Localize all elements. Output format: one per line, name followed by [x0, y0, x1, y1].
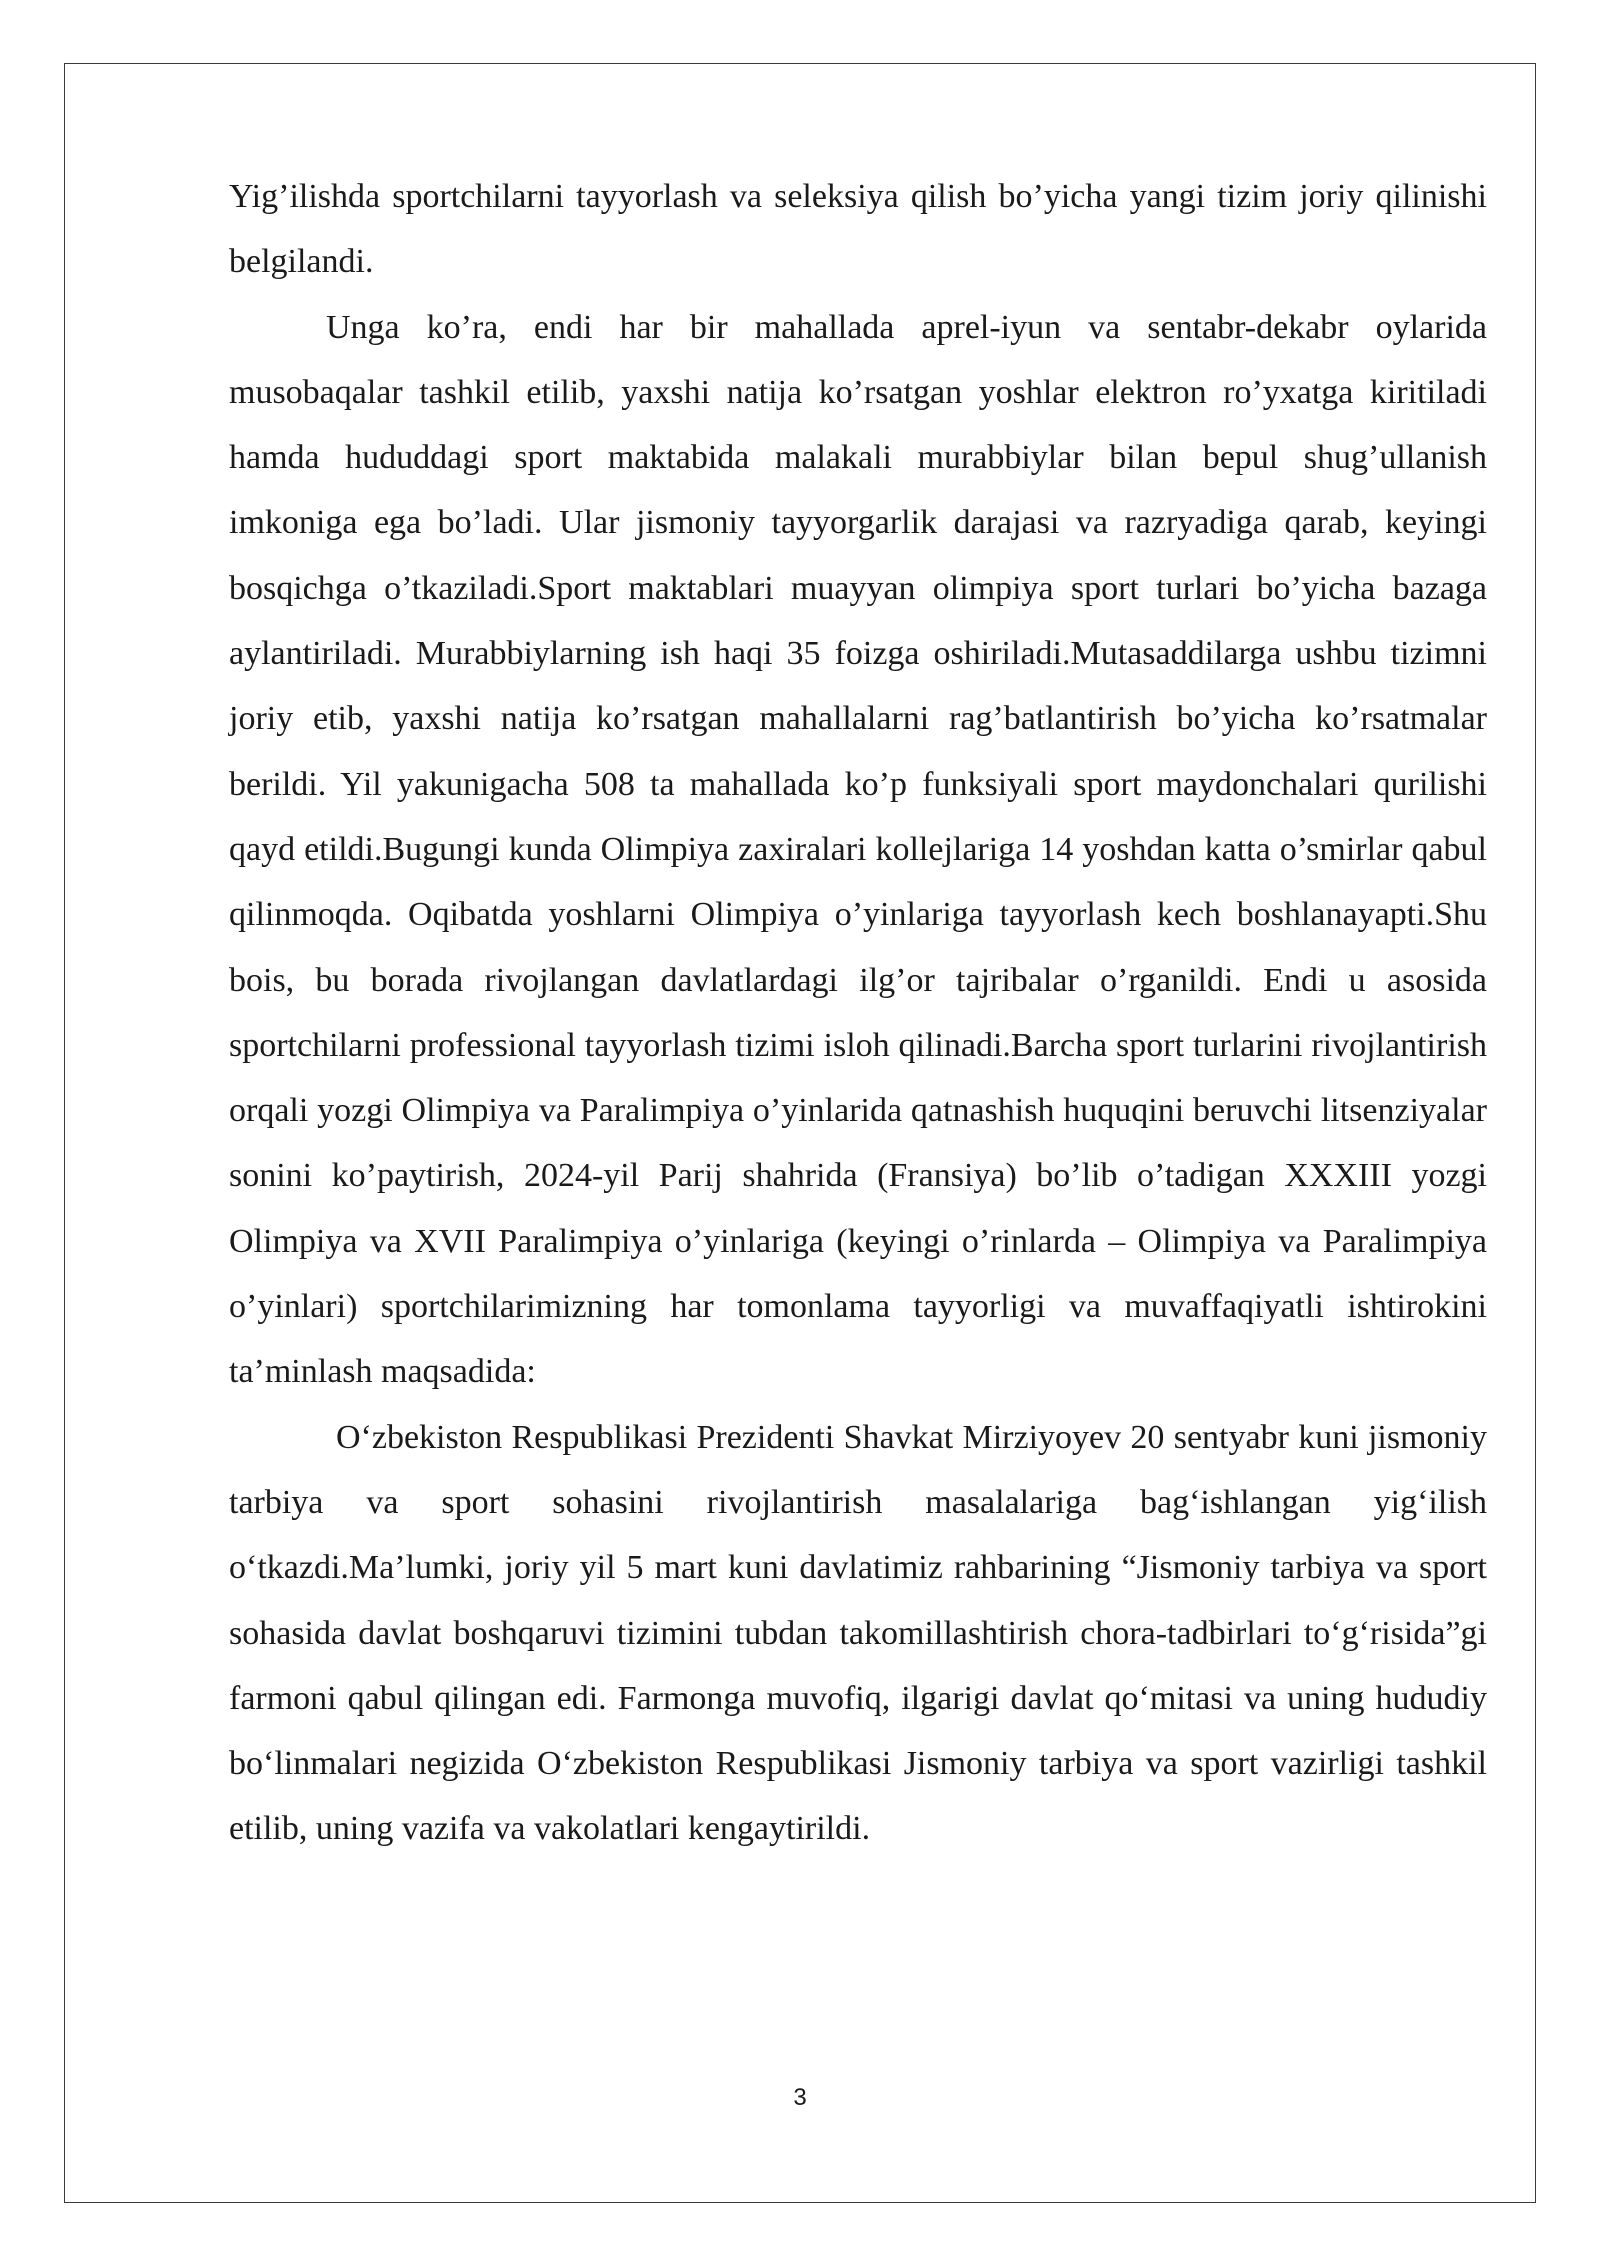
paragraph-3: O‘zbekiston Respublikasi Prezidenti Shavkat Mirziyoyev 20 sentyabr kuni jismoniy tarbiya va sport sohasini rivojlantirish masalalariga bag‘ishlangan yig‘ilish o‘tkazdi.Ma’lumki, joriy yil 5 mart kuni davlatimiz rahbarining “Jismoniy tarbiya va sport sohasida davlat boshqaruvi tizimini tubdan takomillashtirish chora-tadbirlari to‘g‘risida”gi farmoni qabul qilingan edi. Farmonga muvofiq, ilgarigi davlat qo‘mitasi va uning hududiy bo‘linmalari negizida O‘zbekiston Respublikasi Jismoniy tarbiya va sport vazirligi tashkil etilib, uning vazifa va vakolatlari kengaytirildi. — [229, 1418, 1487, 1848]
document-body — [229, 164, 1487, 1862]
paragraph-2: Unga ko’ra, endi har bir mahallada aprel-iyun va sentabr-dekabr oylarida musobaqalar tashkil etilib, yaxshi natija ko’rsatgan yoshlar elektron ro’yxatga kiritiladi hamda hududdagi sport maktabida malakali murabbiylar bilan bepul shug’ullanish imkoniga ega bo’ladi. Ular jismoniy tayyorgarlik darajasi va razryadiga qarab, keyingi bosqichga o’tkaziladi.Sport maktablari muayyan olimpiya sport turlari bo’yicha bazaga aylantiriladi. Murabbiylarning ish haqi 35 foizga oshiriladi.Mutasaddilarga ushbu tizimni joriy etib, yaxshi natija ko’rsatgan mahallalarni rag’batlantirish bo’yicha ko’rsatmalar berildi. Yil yakunigacha 508 ta mahallada ko’p funksiyali sport maydonchalari qurilishi qayd etildi.Bugungi kunda Olimpiya zaxiralari kollejlariga 14 yoshdan katta o’smirlar qabul qilinmoqda. Oqibatda yoshlarni Olimpiya o’yinlariga tayyorlash kech boshlanayapti.Shu bois, bu borada rivojlangan davlatlardagi ilg’or tajribalar o’rganildi. Endi u asosida sportchilarni professional tayyorlash tizimi isloh qilinadi.Barcha sport turlarini rivojlantirish orqali yozgi Olimpiya va Paralimpiya o’yinlarida qatnashish huquqini beruvchi litsenziyalar sonini ko’paytirish, 2024-yil Parij shahrida (Fransiya) bo’lib o’tadigan XXXIII yozgi Olimpiya va XVII Paralimpiya o’yinlariga (keyingi o’rinlarda – Olimpiya va Paralimpiya o’yinlari) sportchilarimizning har tomonlama tayyorligi va muvaffaqiyatli ishtirokini ta’minlash maqsadida: — [229, 308, 1487, 1391]
page-number: 3 — [793, 2084, 807, 2111]
paragraph-1: Yig’ilishda sportchilarni tayyorlash va seleksiya qilish bo’yicha yangi tizim joriy qilinishi belgilandi. — [229, 178, 1487, 281]
